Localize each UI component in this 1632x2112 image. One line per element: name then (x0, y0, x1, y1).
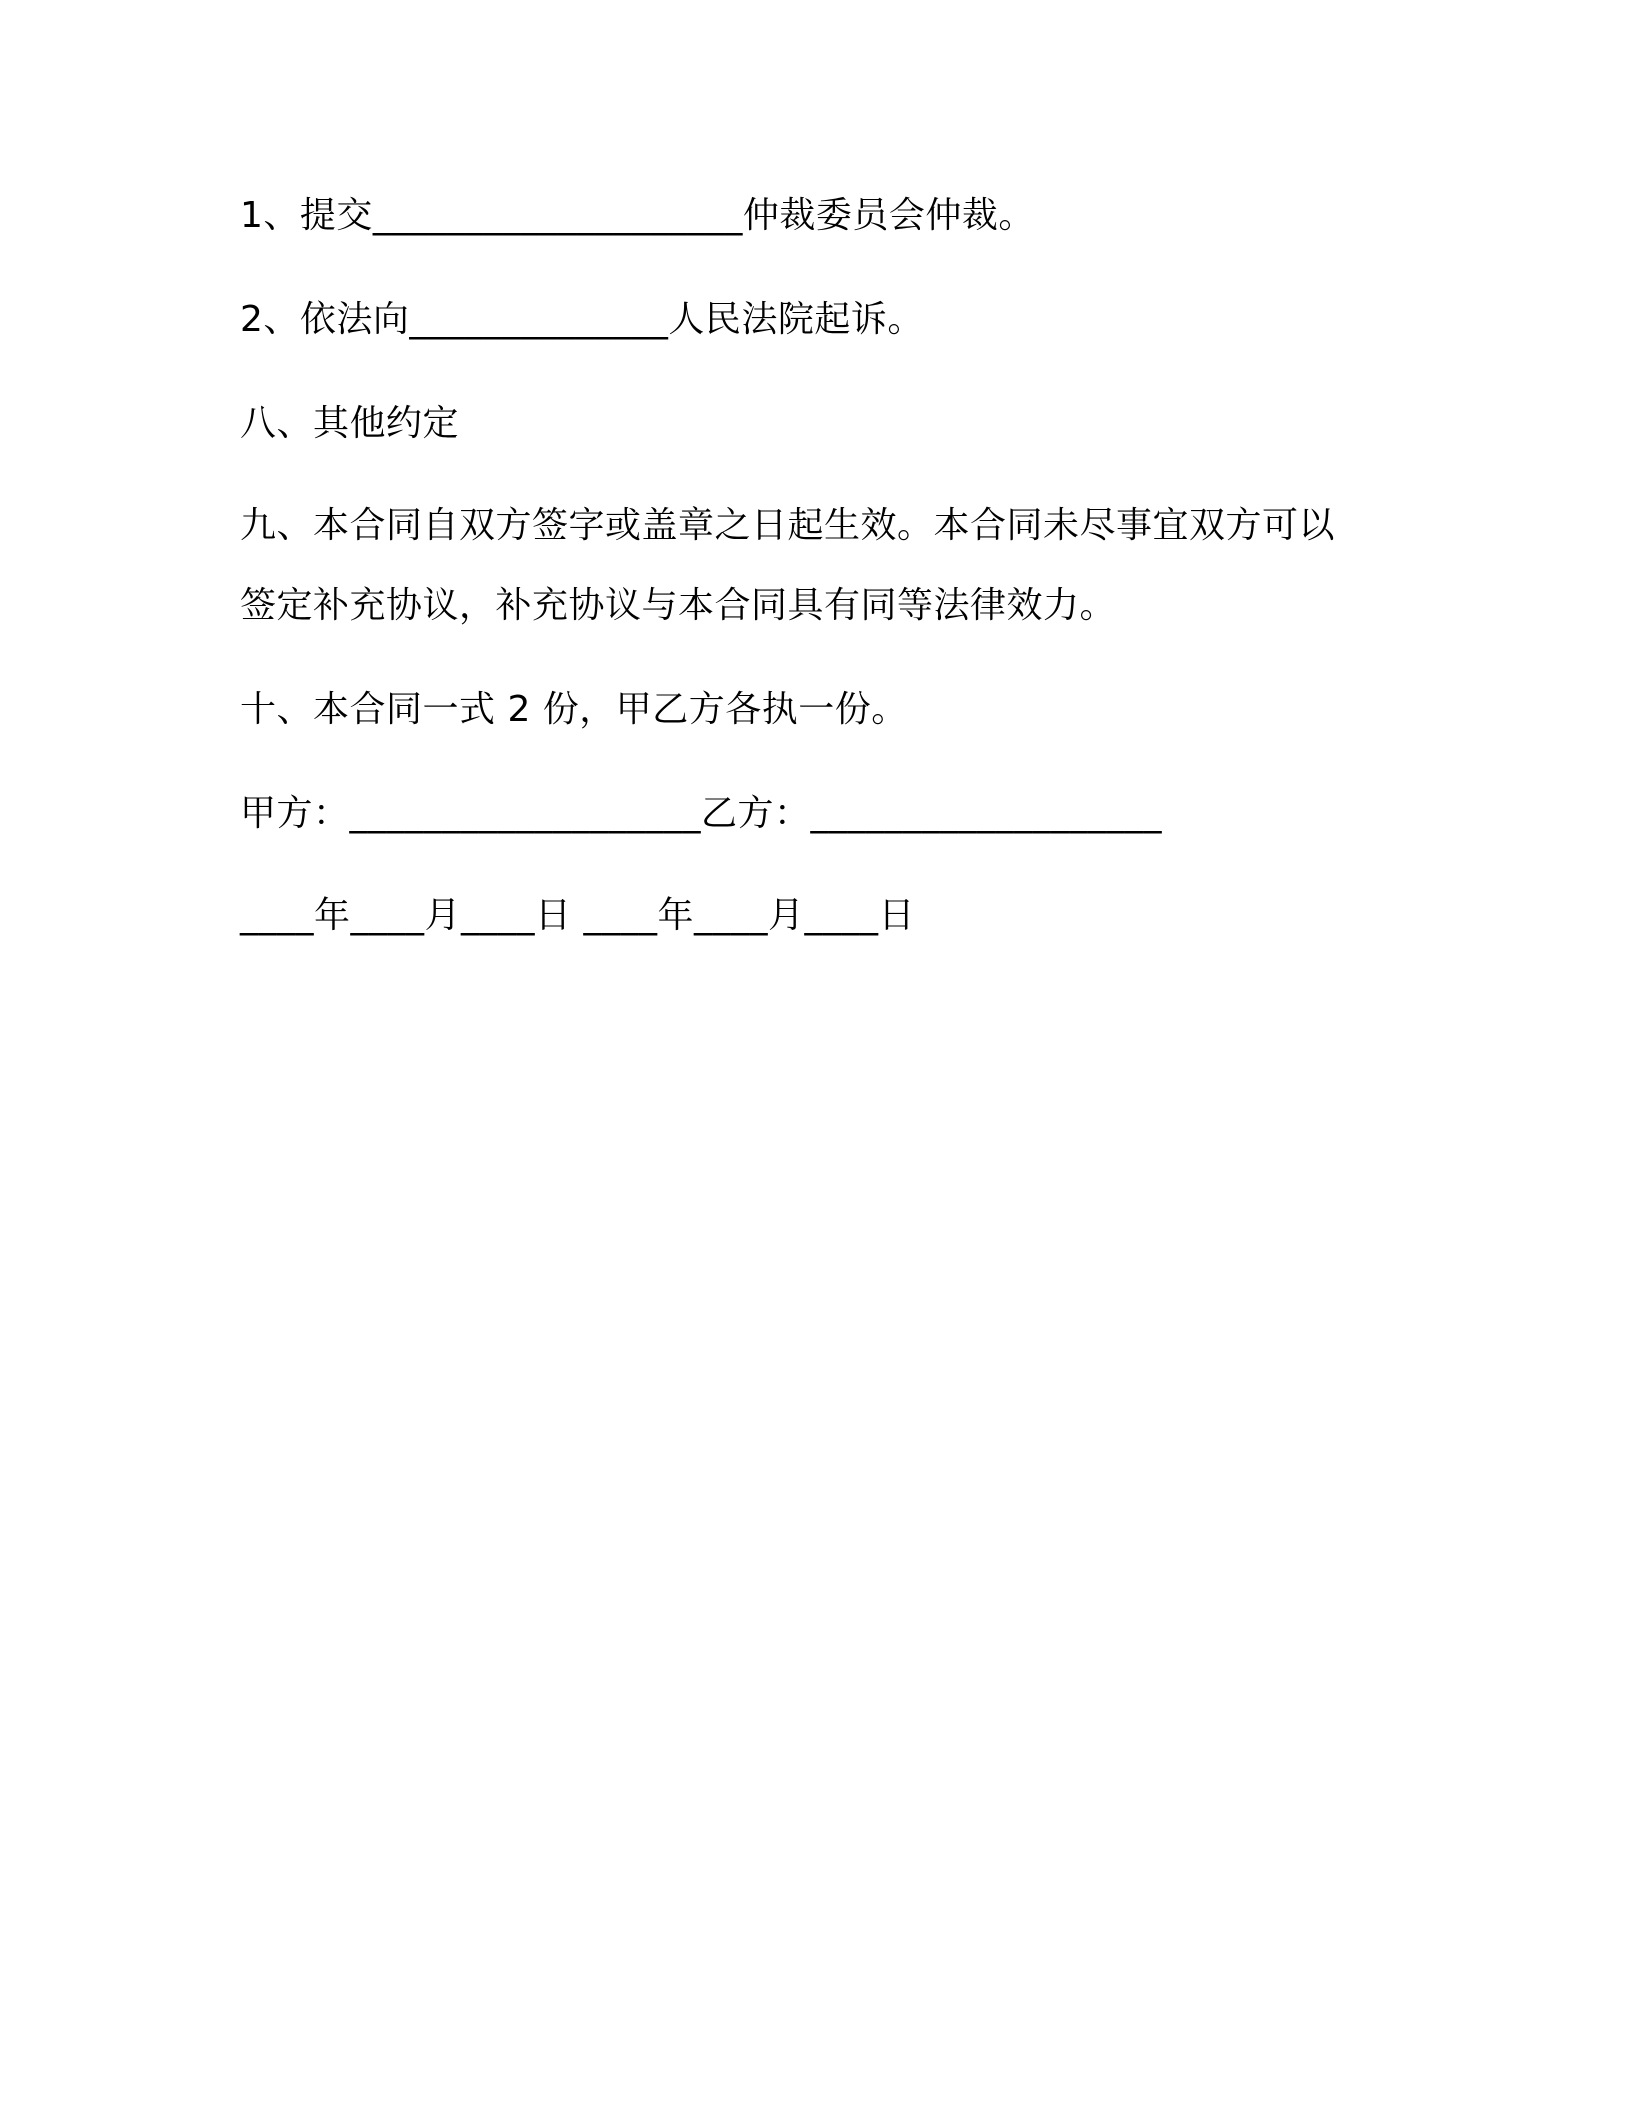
section-copies: 十、本合同一式 2 份，甲乙方各执一份。 (240, 689, 908, 730)
date-line: ____年____月____日 ____年____月____日 (240, 895, 915, 936)
signature-line: 甲方：___________________乙方：___________________ (240, 793, 1163, 834)
section-effectiveness-line-1: 九、本合同自双方签字或盖章之日起生效。本合同未尽事宜双方可以 (240, 505, 1336, 546)
section-effectiveness-line-2: 签定补充协议，补充协议与本合同具有同等法律效力。 (240, 585, 1117, 626)
clause-litigation: 2、依法向______________人民法院起诉。 (240, 299, 924, 340)
section-other-agreements: 八、其他约定 (240, 403, 460, 444)
clause-arbitration: 1、提交____________________仲裁委员会仲裁。 (240, 195, 1035, 236)
